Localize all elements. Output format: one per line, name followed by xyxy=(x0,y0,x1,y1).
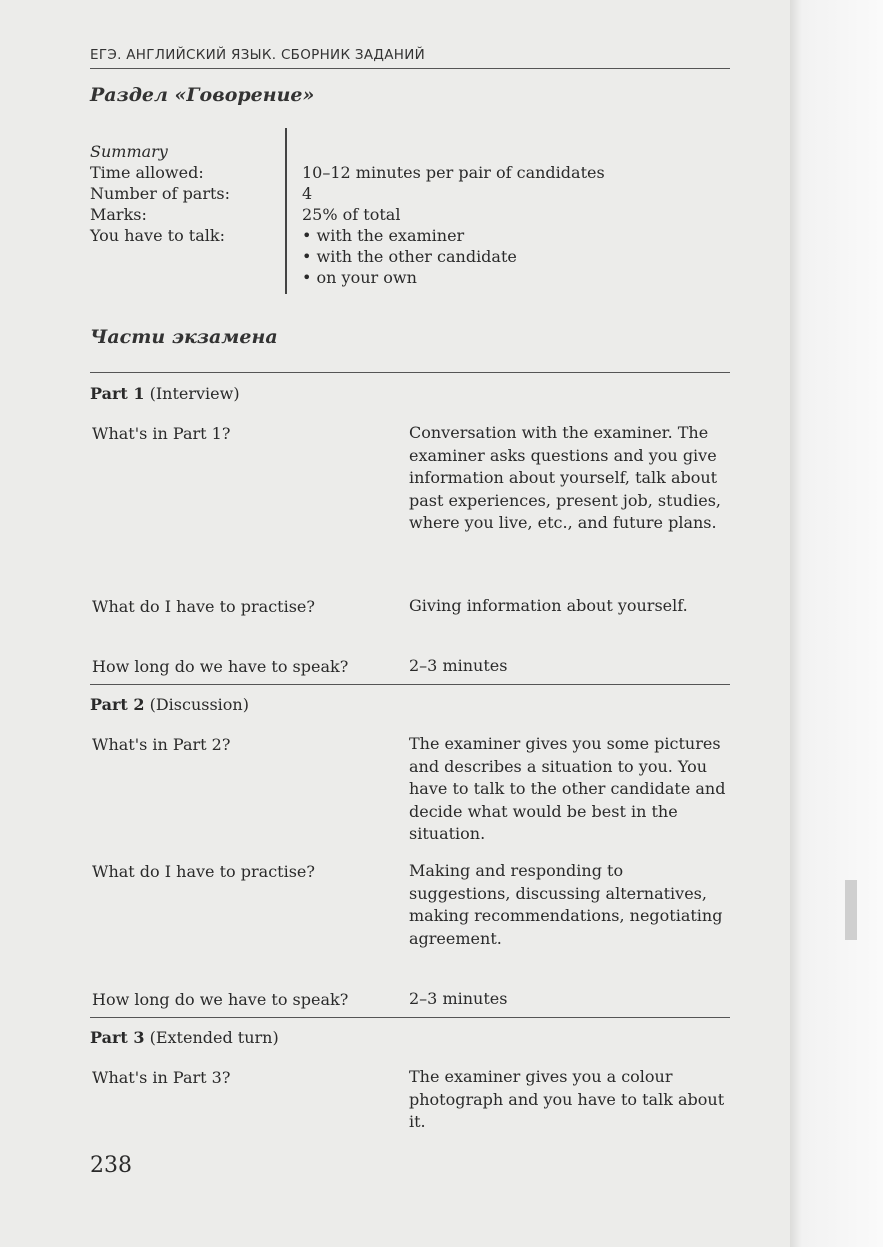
summary-bullet: • on your own xyxy=(302,268,417,287)
answer: Making and responding to suggestions, discussing alternatives, making recommendations, negotiating agreement. xyxy=(409,861,723,948)
part-title xyxy=(90,695,249,714)
answer: 2–3 minutes xyxy=(409,656,508,675)
question: What do I have to practise? xyxy=(92,597,315,616)
summary-value: • with the examiner xyxy=(302,226,465,245)
part-name: (Extended turn) xyxy=(149,1028,279,1047)
summary-heading: Summary xyxy=(90,142,168,161)
page-edge-mark xyxy=(845,880,857,940)
answer: The examiner gives you a colour photograph and you have to talk about it. xyxy=(409,1067,725,1131)
summary-value: 4 xyxy=(302,184,313,203)
summary-label: Number of parts: xyxy=(90,184,231,203)
summary-label: Time allowed: xyxy=(90,163,204,182)
summary-label: You have to talk: xyxy=(90,226,225,245)
answer: Conversation with the examiner. The examiner asks questions and you give information about yourself, talk about past experiences, present job, studies, where you live, etc., and future plans. xyxy=(409,423,721,532)
answer: Giving information about yourself. xyxy=(409,596,688,615)
header-rule xyxy=(90,68,730,69)
question: What's in Part 2? xyxy=(92,735,231,754)
summary-value: 10–12 minutes per pair of candidates xyxy=(302,163,605,182)
part-divider xyxy=(90,1017,730,1018)
answer: The examiner gives you some pictures and describes a situation to you. You have to talk to the other candidate and decide what would be best in the situation. xyxy=(409,734,726,843)
part-divider xyxy=(90,684,730,685)
question: What's in Part 1? xyxy=(92,424,231,443)
summary-divider xyxy=(285,128,287,294)
section-title: Раздел «Говорение» xyxy=(90,84,315,106)
part-divider xyxy=(90,372,730,373)
summary-bullet: • with the other candidate xyxy=(302,247,517,266)
part-number: Part 2 xyxy=(90,695,145,714)
question: What's in Part 3? xyxy=(92,1068,231,1087)
part-title xyxy=(90,384,240,403)
summary-label: Marks: xyxy=(90,205,147,224)
question: How long do we have to speak? xyxy=(92,657,349,676)
exam-parts-title: Части экзамена xyxy=(90,326,278,348)
running-header: ЕГЭ. АНГЛИЙСКИЙ ЯЗЫК. СБОРНИК ЗАДАНИЙ xyxy=(90,47,426,63)
summary-value: 25% of total xyxy=(302,205,401,224)
part-title xyxy=(90,1028,279,1047)
part-number: Part 1 xyxy=(90,384,145,403)
page-edge xyxy=(790,0,883,1247)
answer: 2–3 minutes xyxy=(409,989,508,1008)
part-name: (Interview) xyxy=(149,384,240,403)
question: How long do we have to speak? xyxy=(92,990,349,1009)
page-number: 238 xyxy=(90,1153,132,1178)
part-number: Part 3 xyxy=(90,1028,145,1047)
question: What do I have to practise? xyxy=(92,862,315,881)
part-name: (Discussion) xyxy=(149,695,249,714)
